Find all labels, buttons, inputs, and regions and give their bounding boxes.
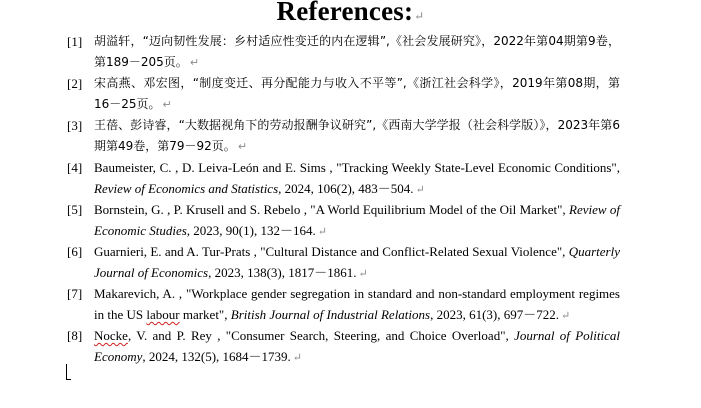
reference-text: Bornstein, G. , P. Krusell and S. Rebelo , "A World Equilibrium Model of the Oil Market", Review of Economic Studies, 2023, 90(1), 132－164. ↵ xyxy=(94,202,620,238)
paragraph-mark-icon: ↵ xyxy=(358,268,368,280)
reference-number: [1] xyxy=(67,34,83,49)
reference-text: Baumeister, C. , D. Leiva-León and E. Sims , "Tracking Weekly State-Level Economic Conditions", Review of Economics and Statistics, 2024, 106(2), 483－504. ↵ xyxy=(94,160,620,196)
references-heading: References:↵ xyxy=(276,0,425,26)
journal-title: Journal of Political Economy xyxy=(94,328,620,364)
reference-number: [2] xyxy=(67,76,83,91)
reference-number: [6] xyxy=(67,244,83,259)
reference-text: 王蓓、彭诗睿，“大数据视角下的劳动报酬争议研究”,《西南大学学报（社会科学版）》，2023年第6期第49卷，第79－92页。 ↵ xyxy=(94,118,620,153)
reference-text: 胡溢轩，“迈向韧性发展：乡村适应性变迁的内在逻辑”,《社会发展研究》，2022年第04期第9卷，第189－205页。 ↵ xyxy=(94,34,620,69)
journal-title: Review of Economic Studies xyxy=(94,202,620,238)
journal-title: British Journal of Industrial Relations xyxy=(230,307,431,322)
reference-number: [4] xyxy=(67,160,83,175)
reference-text: 宋高燕、邓宏图，“制度变迁、再分配能力与收入不平等”,《浙江社会科学》，2019年第08期，第16－25页。 ↵ xyxy=(94,76,620,111)
reference-text: Nocke, V. and P. Rey , "Consumer Search, Steering, and Choice Overload", Journal of Political Economy, 2024, 132(5), 1684－1739. ↵ xyxy=(94,328,620,364)
reference-text: Makarevich, A. , "Workplace gender segregation in standard and non-standard employment regimes in the US labour market", British Journal of Industrial Relations, 2023, 61(3), 697－722. ↵ xyxy=(94,286,620,322)
paragraph-mark-icon: ↵ xyxy=(561,310,571,322)
reference-number: [3] xyxy=(67,118,83,133)
paragraph-mark-icon: ↵ xyxy=(415,184,425,196)
paragraph-mark-icon: ↵ xyxy=(189,56,200,69)
reference-number: [8] xyxy=(67,328,83,343)
paragraph-mark-icon: ↵ xyxy=(414,9,425,23)
spelling-error-word[interactable]: labour xyxy=(146,307,180,322)
paragraph-mark-icon: ↵ xyxy=(292,352,303,364)
reference-text: Guarnieri, E. and A. Tur-Prats , "Cultural Distance and Conflict-Related Sexual Violence", Quarterly Journal of Economics, 2023, 138(3), 1817－1861. ↵ xyxy=(94,244,620,280)
reference-number: [7] xyxy=(67,286,83,301)
spelling-error-word[interactable]: Nocke xyxy=(94,328,128,343)
journal-title: Review of Economics and Statistics xyxy=(94,181,279,196)
paragraph-mark-icon: ↵ xyxy=(162,98,172,111)
paragraph-mark-icon: ↵ xyxy=(317,226,327,238)
reference-number: [5] xyxy=(67,202,83,217)
text-cursor xyxy=(66,364,67,380)
paragraph-mark-icon: ↵ xyxy=(237,140,248,153)
journal-title: Quarterly Journal of Economics xyxy=(94,244,620,280)
